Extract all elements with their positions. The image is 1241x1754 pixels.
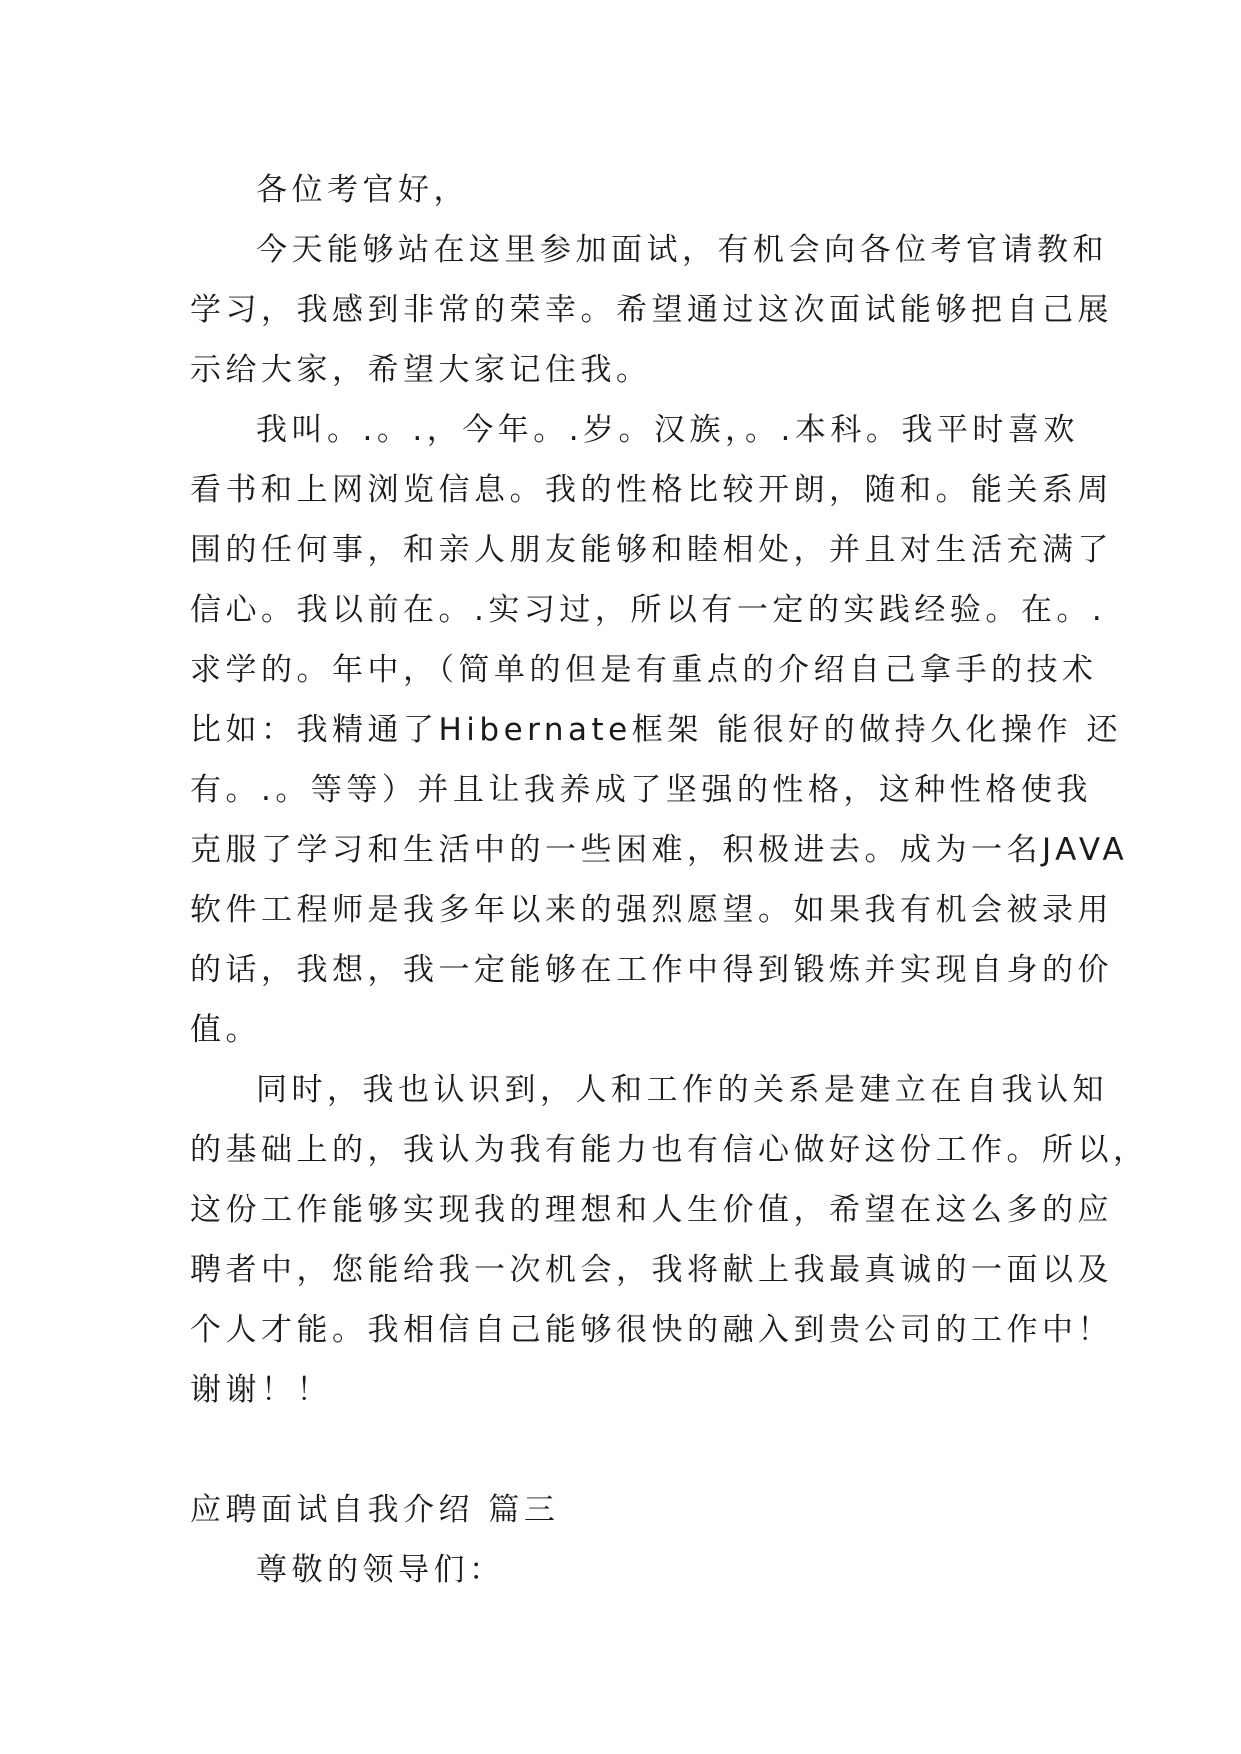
paragraph-line: 求学的。年中，（简单的但是有重点的介绍自己拿手的技术 xyxy=(190,652,1098,688)
paragraph-line: 聘者中，您能给我一次机会，我将献上我最真诚的一面以及 xyxy=(190,1252,1113,1288)
paragraph-line: 我叫。.。.，今年。.岁。汉族，。.本科。我平时喜欢 xyxy=(256,412,1079,448)
paragraph-line: 这份工作能够实现我的理想和人生价值，希望在这么多的应 xyxy=(190,1192,1113,1228)
paragraph-line: 软件工程师是我多年以来的强烈愿望。如果我有机会被录用 xyxy=(190,892,1113,928)
paragraph-line: 同时，我也认识到，人和工作的关系是建立在自我认知 xyxy=(256,1072,1108,1108)
paragraph-line: 的基础上的，我认为我有能力也有信心做好这份工作。所以， xyxy=(190,1132,1149,1168)
section-heading: 应聘面试自我介绍 篇三 xyxy=(190,1492,560,1528)
paragraph-line: 的话，我想，我一定能够在工作中得到锻炼并实现自身的价 xyxy=(190,952,1113,988)
paragraph-line: 看书和上网浏览信息。我的性格比较开朗，随和。能关系周 xyxy=(190,472,1113,508)
paragraph-line: 克服了学习和生活中的一些困难，积极进去。成为一名JAVA xyxy=(190,832,1129,868)
paragraph-line: 学习，我感到非常的荣幸。希望通过这次面试能够把自己展 xyxy=(190,292,1113,328)
paragraph-line: 比如：我精通了Hibernate框架 能很好的做持久化操作 还 xyxy=(190,712,1122,748)
paragraph-line: 信心。我以前在。.实习过，所以有一定的实践经验。在。. xyxy=(190,592,1107,628)
paragraph-line: 值。 xyxy=(190,1012,261,1048)
paragraph-line: 有。.。等等）并且让我养成了坚强的性格，这种性格使我 xyxy=(190,772,1092,808)
paragraph-line: 示给大家，希望大家记住我。 xyxy=(190,352,652,388)
document-body xyxy=(190,160,1149,1600)
paragraph-line: 个人才能。我相信自己能够很快的融入到贵公司的工作中！ xyxy=(190,1312,1113,1348)
closing-line: 谢谢！！ xyxy=(190,1372,332,1408)
paragraph-line: 今天能够站在这里参加面试，有机会向各位考官请教和 xyxy=(256,232,1108,268)
salutation-line: 尊敬的领导们： xyxy=(256,1552,505,1588)
section-spacer xyxy=(190,1420,1060,1480)
greeting-line: 各位考官好， xyxy=(256,172,469,208)
paragraph-line: 围的任何事，和亲人朋友能够和睦相处，并且对生活充满了 xyxy=(190,532,1113,568)
